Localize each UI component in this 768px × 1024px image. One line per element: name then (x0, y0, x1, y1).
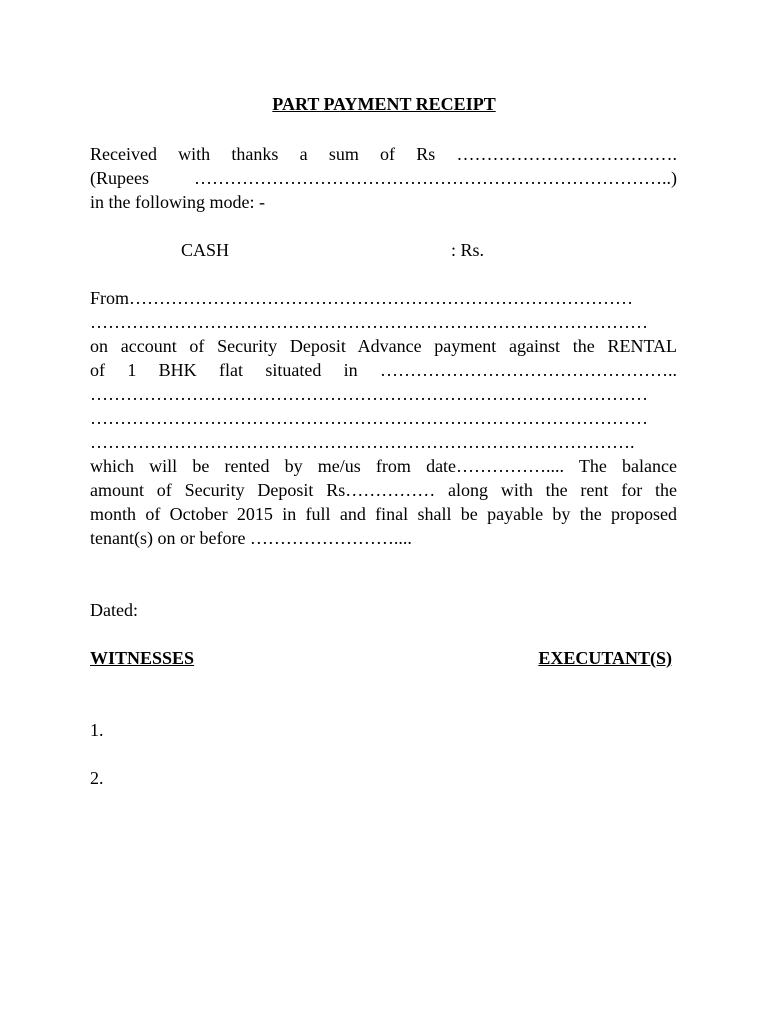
received-line-3: in the following mode: - (90, 192, 265, 212)
address-dots-line-2: ………………………………………………………………………………… (90, 408, 648, 428)
executants-heading: EXECUTANT(S) (538, 648, 672, 668)
witnesses-heading: WITNESSES (90, 648, 195, 668)
cash-label: CASH (181, 240, 230, 260)
account-line-1: on account of Security Deposit Advance payment against the RENTAL (90, 336, 677, 356)
address-dots-line-3: ………………………………………………………………………………. (90, 432, 635, 452)
dated-label: Dated: (90, 600, 138, 620)
rent-line-2: amount of Security Deposit Rs…………… along with the rent for the (90, 480, 677, 500)
cash-amount-label: : Rs. (451, 240, 485, 260)
received-line-2: (Rupees ……………………………………………………………………..) (90, 168, 677, 188)
document-title: PART PAYMENT RECEIPT (272, 94, 496, 114)
account-line-2: of 1 BHK flat situated in ………………………………………….. (90, 360, 677, 380)
witness-1-label: 1. (90, 720, 104, 740)
from-line-2: ………………………………………………………………………………… (90, 312, 648, 332)
witness-2-label: 2. (90, 768, 104, 788)
from-line-1: From………………………………………………………………………… (90, 288, 634, 308)
received-line-1: Received with thanks a sum of Rs ………………………………. (90, 144, 677, 164)
rent-line-1: which will be rented by me/us from date…………….... The balance (90, 456, 677, 476)
address-dots-line-1: ………………………………………………………………………………… (90, 384, 648, 404)
rent-line-4: tenant(s) on or before …………………….... (90, 528, 412, 548)
rent-line-3: month of October 2015 in full and final shall be payable by the proposed (90, 504, 677, 524)
